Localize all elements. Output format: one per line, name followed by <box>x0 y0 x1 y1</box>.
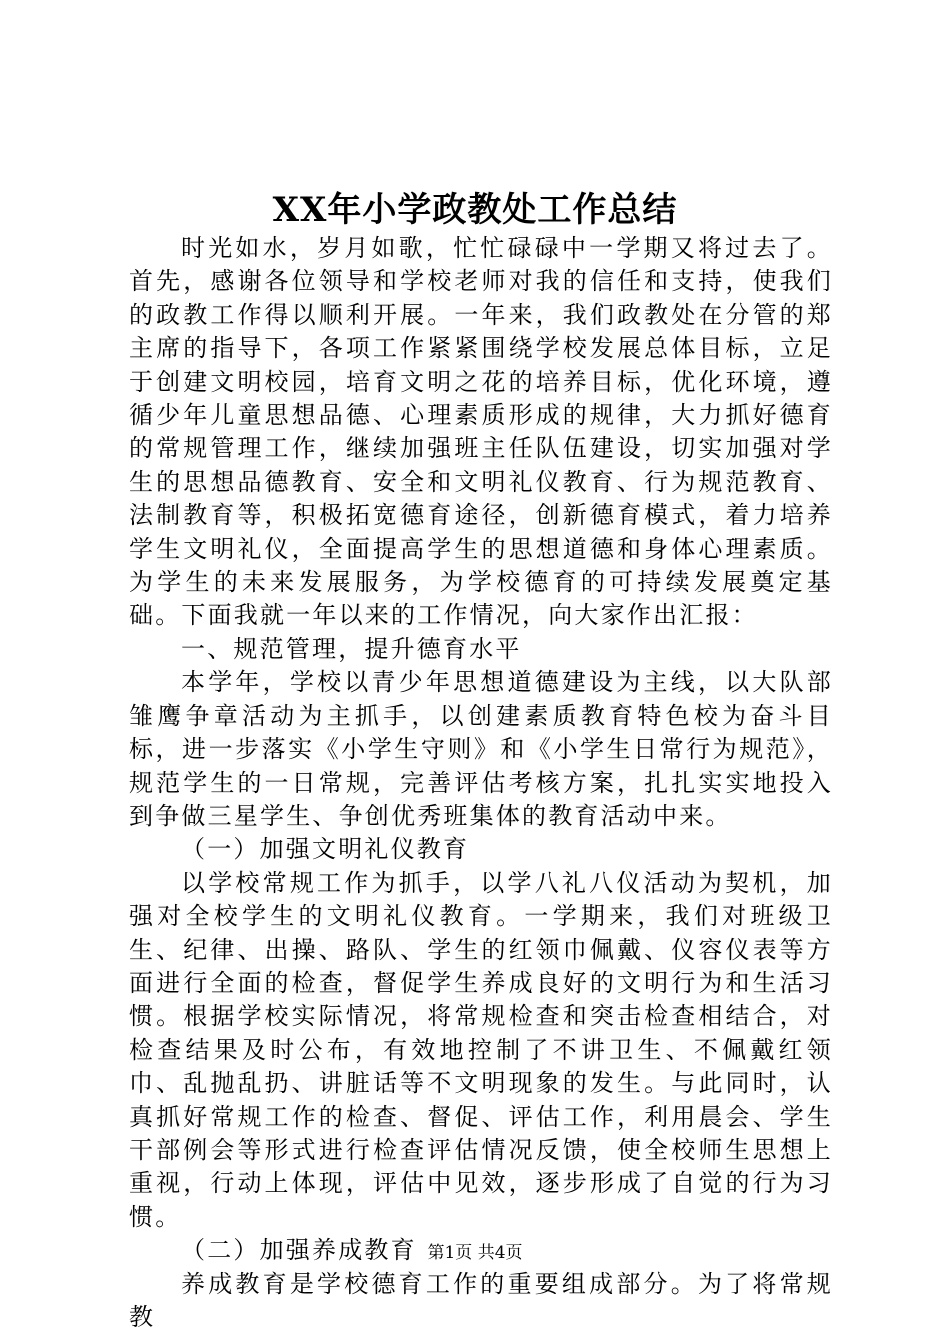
subsection-heading-1: （一）加强文明礼仪教育 <box>181 835 470 864</box>
section-1-paragraph: 本学年，学校以青少年思想道德建设为主线，以大队部雏鹰争章活动为主抓手，以创建素质教育特色校为奋斗目标，进一步落实《小学生守则》和《小学生日常行为规范》，规范学生的一日常规，完善评估考核方案，扎扎实实地投入到争做三星学生、争创优秀班集体的教育活动中来。 <box>129 668 833 830</box>
intro-paragraph: 时光如水，岁月如歌，忙忙碌碌中一学期又将过去了。首先，感谢各位领导和学校老师对我的信任和支持，使我们的政教工作得以顺利开展。一年来，我们政教处在分管的郑主席的指导下，各项工作紧紧围绕学校发展总体目标，立足于创建文明校园，培育文明之花的培养目标，优化环境，遵循少年儿童思想品德、心理素质形成的规律，大力抓好德育的常规管理工作，继续加强班主任队伍建设，切实加强对学生的思想品德教育、安全和文明礼仪教育、行为规范教育、法制教育等，积极拓宽德育途径，创新德育模式，着力培养学生文明礼仪，全面提高学生的思想道德和身体心理素质。为学生的未来发展服务，为学校德育的可持续发展奠定基础。下面我就一年以来的工作情况，向大家作出汇报： <box>129 234 833 630</box>
page-footer: 第1页 共4页 <box>427 1243 523 1263</box>
subsection-1-paragraph: 以学校常规工作为抓手，以学八礼八仪活动为契机，加强对全校学生的文明礼仪教育。一学期来，我们对班级卫生、纪律、出操、路队、学生的红领巾佩戴、仪容仪表等方面进行全面的检查，督促学生养成良好的文明行为和生活习惯。根据学校实际情况，将常规检查和突击检查相结合，对检查结果及时公布，有效地控制了不讲卫生、不佩戴红领巾、乱抛乱扔、讲脏话等不文明现象的发生。与此同时，认真抓好常规工作的检查、督促、评估工作，利用晨会、学生干部例会等形式进行检查评估情况反馈，使全校师生思想上重视，行动上体现，评估中见效，逐步形成了自觉的行为习惯。 <box>129 868 833 1231</box>
section-heading-1: 一、规范管理，提升德育水平 <box>181 634 522 663</box>
document-body <box>129 232 833 1334</box>
subsection-heading-2: （二）加强养成教育 <box>181 1236 417 1265</box>
document-title: XX年小学政教处工作总结 <box>272 190 678 230</box>
subsection-2-paragraph: 养成教育是学校德育工作的重要组成部分。为了将常规教 <box>129 1269 833 1331</box>
